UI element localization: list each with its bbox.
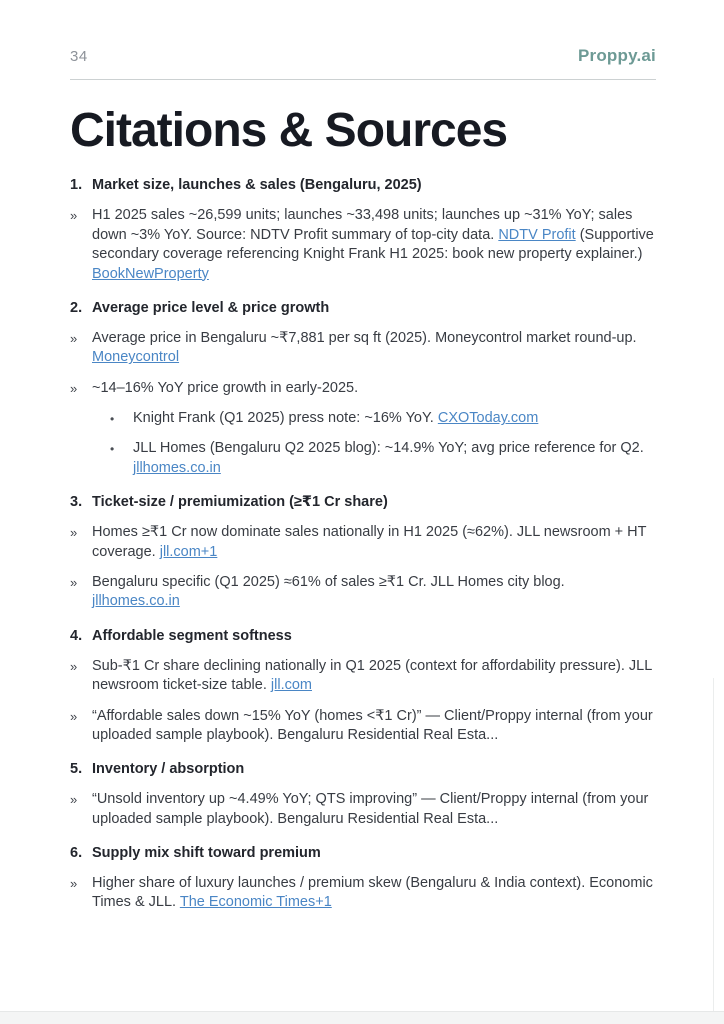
- citation-text: [133, 409, 656, 428]
- citation-item: [70, 874, 656, 913]
- citation-text: [92, 329, 656, 368]
- citation-text-segment: Bengaluru specific (Q1 2025) ≈61% of sales ≥₹1 Cr. JLL Homes city blog.: [92, 573, 565, 590]
- bullet-marker: »: [70, 792, 78, 808]
- citation-text-segment: JLL Homes (Bengaluru Q2 2025 blog): ~14.9% YoY; avg price reference for Q2.: [133, 440, 644, 457]
- header-divider: [70, 79, 656, 80]
- citation-text-segment: Higher share of luxury launches / premium skew (Bengaluru & India context). Economic Times & JLL.: [92, 874, 653, 911]
- citation-text: [92, 573, 656, 612]
- citation-link[interactable]: BookNewProperty: [92, 265, 209, 282]
- section-ticket-size: [70, 493, 656, 612]
- section-heading: Market size, launches & sales (Bengaluru, 2025): [92, 177, 422, 194]
- section-heading-row: [70, 493, 656, 512]
- page-edge-artifact: [713, 678, 714, 1012]
- page-bottom-edge: [0, 1011, 724, 1024]
- section-inventory-absorption: [70, 760, 656, 829]
- citation-link[interactable]: NDTV Profit: [498, 226, 576, 243]
- citation-text-segment: Average price in Bengaluru ~₹7,881 per sq ft (2025). Moneycontrol market round-up.: [92, 329, 637, 346]
- section-number: 2.: [70, 299, 83, 316]
- section-heading: Supply mix shift toward premium: [92, 845, 321, 862]
- citation-text-segment: (Supportive secondary coverage referencing Knight Frank H1 2025: book new property explainer.): [92, 226, 654, 263]
- section-affordable-softness: [70, 627, 656, 746]
- citation-text-segment: ~14–16% YoY price growth in early-2025.: [92, 379, 359, 396]
- bullet-marker: »: [70, 525, 78, 541]
- page-header: [70, 46, 656, 66]
- citation-text-segment: Sub-₹1 Cr share declining nationally in Q1 2025 (context for affordability pressure). JLL newsroom ticket-size table.: [92, 657, 652, 694]
- bullet-marker: »: [70, 658, 78, 674]
- citation-text-segment: “Affordable sales down ~15% YoY (homes <₹1 Cr)” — Client/Proppy internal (from your uploaded sample playbook). Bengaluru Residential Real Esta...: [92, 707, 653, 743]
- brand-logo: Proppy.ai: [577, 46, 656, 65]
- section-supply-mix: [70, 844, 656, 913]
- section-number: 5.: [70, 761, 83, 778]
- citation-item: [70, 790, 656, 829]
- section-number: 6.: [70, 845, 83, 862]
- section-number: 3.: [70, 494, 83, 511]
- bullet-marker: »: [70, 708, 78, 724]
- section-heading: Average price level & price growth: [92, 299, 330, 316]
- citation-subitem: [110, 439, 656, 478]
- section-heading-row: [70, 844, 656, 863]
- section-market-size: [70, 176, 656, 284]
- citation-link[interactable]: Moneycontrol: [92, 349, 180, 366]
- bullet-marker: »: [70, 574, 78, 590]
- section-heading: Affordable segment softness: [92, 627, 292, 644]
- page-number: 34: [70, 48, 88, 65]
- citation-link[interactable]: CXOToday.com: [437, 410, 539, 427]
- citation-link[interactable]: The Economic Times+1: [179, 894, 332, 911]
- citation-item: [70, 206, 656, 284]
- citation-text: [92, 874, 656, 913]
- citation-text: [92, 206, 656, 284]
- citation-text-segment: Homes ≥₹1 Cr now dominate sales nationally in H1 2025 (≈62%). JLL newsroom + HT coverage.: [92, 524, 647, 560]
- citation-link[interactable]: jllhomes.co.in: [133, 459, 221, 476]
- citation-text: [92, 379, 656, 398]
- citation-text: [133, 439, 656, 478]
- section-price-growth: [70, 299, 656, 478]
- bullet-marker: »: [70, 330, 78, 346]
- citation-subitem: [110, 409, 656, 428]
- citation-link[interactable]: jll.com: [270, 677, 312, 694]
- section-heading-row: [70, 627, 656, 646]
- citation-text: [92, 790, 656, 829]
- citation-item: [70, 657, 656, 696]
- section-heading: Inventory / absorption: [92, 761, 245, 778]
- section-number: 1.: [70, 177, 83, 194]
- page-title: Citations & Sources: [70, 104, 508, 157]
- bullet-marker: »: [70, 875, 78, 891]
- citation-item: [70, 523, 656, 562]
- citation-item: [70, 379, 656, 398]
- section-heading-row: [70, 176, 656, 195]
- citation-text-segment: H1 2025 sales ~26,599 units; launches ~33,498 units; launches up ~31% YoY; sales down ~3% YoY. Source: NDTV Profit summary of top-city data.: [92, 207, 633, 243]
- citation-item: [70, 707, 656, 746]
- citation-link[interactable]: jll.com+1: [159, 543, 218, 560]
- citation-text: [92, 707, 656, 746]
- citation-text-segment: “Unsold inventory up ~4.49% YoY; QTS improving” — Client/Proppy internal (from your uploaded sample playbook). Bengaluru Residential Real Esta...: [92, 791, 649, 827]
- dot-bullet-marker: •: [110, 442, 115, 457]
- bullet-marker: »: [70, 380, 78, 396]
- citation-item: [70, 329, 656, 368]
- section-heading-row: [70, 760, 656, 779]
- citation-text: [92, 523, 656, 562]
- citation-text-segment: Knight Frank (Q1 2025) press note: ~16% YoY.: [133, 410, 438, 427]
- section-heading: Ticket-size / premiumization (≥₹1 Cr share): [92, 494, 388, 511]
- citation-link[interactable]: jllhomes.co.in: [92, 593, 180, 610]
- citation-item: [70, 573, 656, 612]
- citation-text: [92, 657, 656, 696]
- section-number: 4.: [70, 627, 83, 644]
- dot-bullet-marker: •: [110, 412, 115, 427]
- bullet-marker: »: [70, 208, 78, 224]
- section-heading-row: [70, 299, 656, 318]
